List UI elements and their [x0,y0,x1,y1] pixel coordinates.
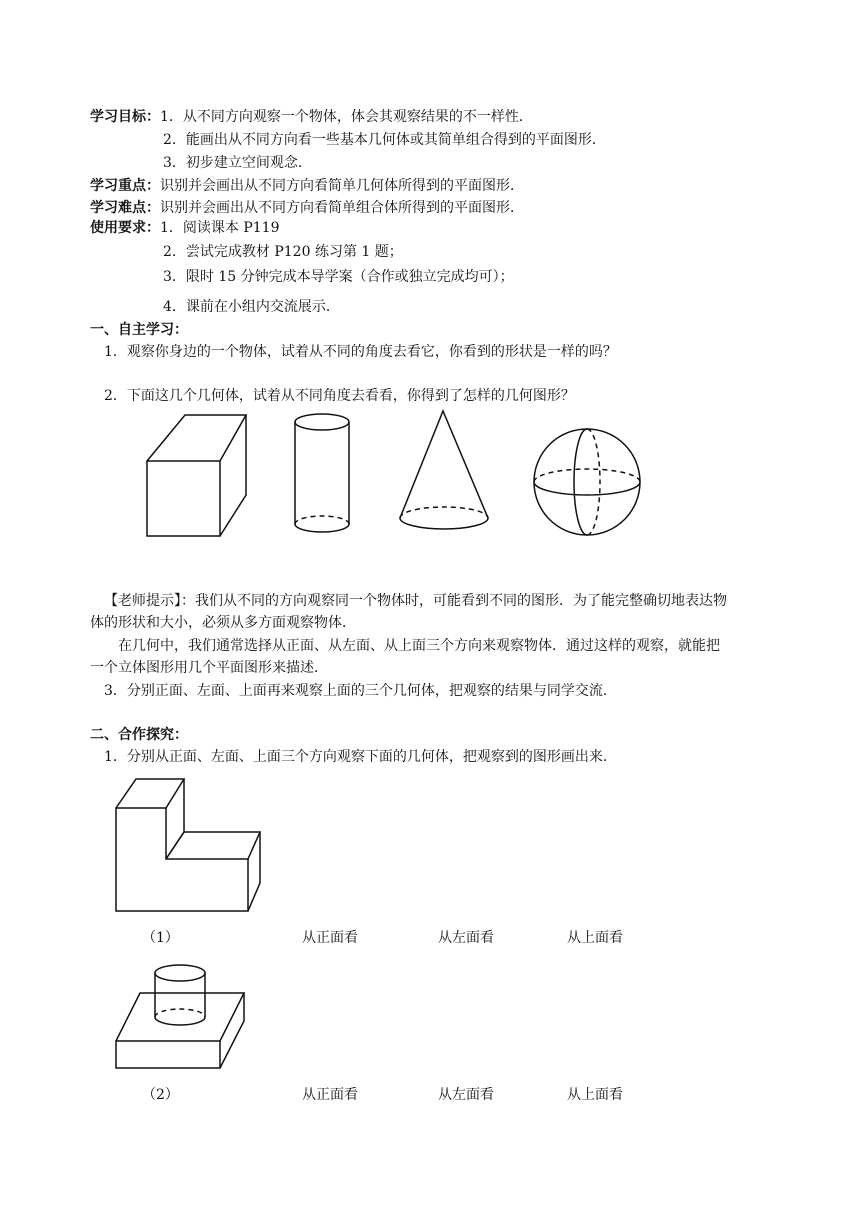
figure-2-front-view-label: 从正面看 [302,1087,358,1103]
requirement-item: 1．阅读课本 P119 [160,220,280,236]
cylinder-on-box-figure [110,955,260,1085]
cylinder-figure [290,410,360,540]
section1-question-1: 1．观察你身边的一个物体，试着从不同的角度去看它，你看到的形状是一样的吗？ [104,344,617,360]
goal-item: 3．初步建立空间观念． [163,155,312,171]
difficulty-text: 识别并会画出从不同方向看简单组合体所得到的平面图形． [160,200,524,216]
section1-question-3: 3．分别正面、左面、上面再来观察上面的三个几何体，把观察的结果与同学交流． [104,683,617,699]
sphere-figure [530,425,650,545]
requirements-label: 使用要求： [90,220,160,236]
figure-1-label: （1） [142,930,179,946]
goal-item: 2．能画出从不同方向看一些基本几何体或其简单组合得到的平面图形． [163,132,606,148]
paragraph-line-2: 一个立体图形用几个平面图形来描述． [90,660,328,676]
cone-figure [392,405,502,535]
figure-2-top-view-label: 从上面看 [567,1087,623,1103]
goal-item: 1．从不同方向观察一个物体，体会其观察结果的不一样性． [160,109,533,125]
requirements-line-1 [90,219,280,237]
key-point-text: 识别并会画出从不同方向看简单几何体所得到的平面图形． [160,178,524,194]
figure-2-left-view-label: 从左面看 [438,1087,494,1103]
key-point-label: 学习重点： [90,178,160,194]
figure-2-label: （2） [142,1087,179,1103]
goals-label: 学习目标： [90,109,160,125]
paragraph-line-1: 在几何中，我们通常选择从正面、从左面、从上面三个方向来观察物体．通过这样的观察，就能把 [118,638,720,654]
figure-1-left-view-label: 从左面看 [438,930,494,946]
key-point-line [90,177,524,195]
teacher-tip-line-2: 体的形状和大小，必须从多方面观察物体． [90,615,356,631]
section1-question-2: 2．下面这几个几何体，试着从不同角度去看看，你得到了怎样的几何图形？ [104,388,575,404]
requirement-item: 2．尝试完成教材 P120 练习第 1 题； [163,244,403,260]
section2-heading: 二、合作探究： [90,727,188,743]
requirement-item: 4．课前在小组内交流展示． [163,299,340,315]
difficulty-label: 学习难点： [90,200,160,216]
section2-question-1: 1．分别从正面、左面、上面三个方向观察下面的几何体，把观察到的图形画出来． [104,749,617,765]
figure-1-top-view-label: 从上面看 [567,930,623,946]
difficulty-line [90,199,524,217]
requirement-item: 3．限时 15 分钟完成本导学案（合作或独立完成均可）； [163,269,514,285]
section1-heading: 一、自主学习： [90,322,188,338]
teacher-tip-line-1: 【老师提示】：我们从不同的方向观察同一个物体时，可能看到不同的图形．为了能完整确切地表达物 [104,593,727,609]
goals-line-1 [90,108,533,126]
cube-figure [140,408,250,538]
figure-1-front-view-label: 从正面看 [302,930,358,946]
l-shaped-solid-figure [110,775,270,915]
